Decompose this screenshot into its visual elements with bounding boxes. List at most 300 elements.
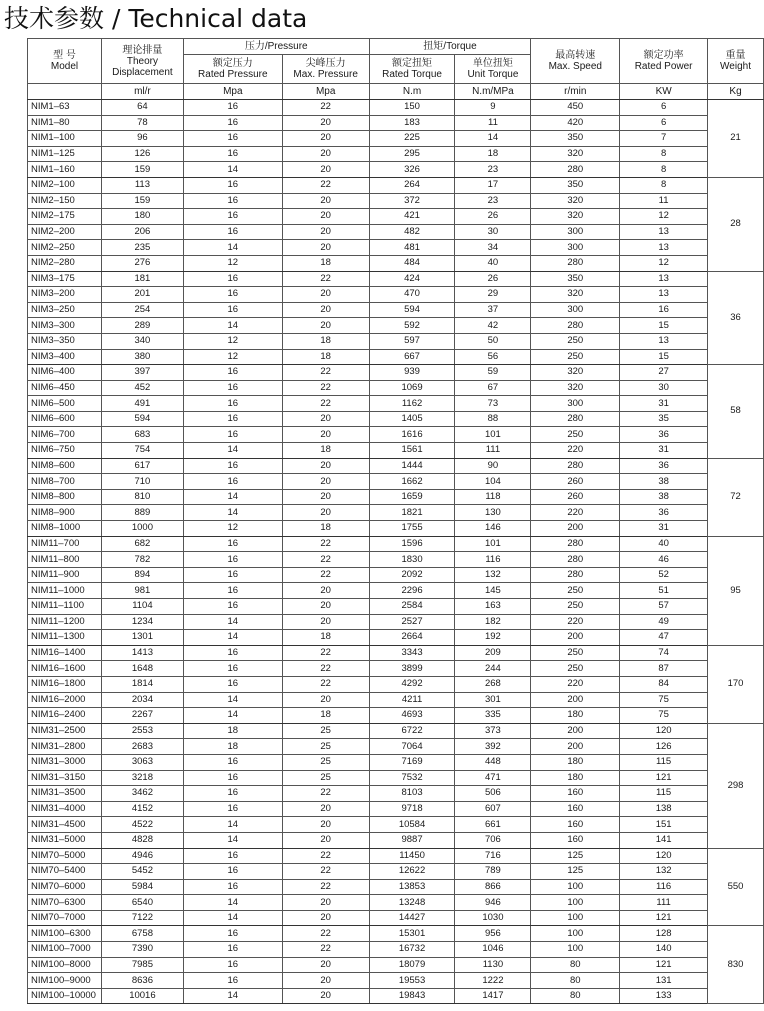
cell-weight: 72 [708,458,764,536]
cell-rated-torque: 6722 [369,723,455,739]
cell-displacement: 380 [101,349,183,365]
cell-rated-power: 15 [620,318,708,334]
cell-unit-torque: 40 [455,255,531,271]
cell-unit-torque: 163 [455,599,531,615]
cell-displacement: 617 [101,458,183,474]
cell-rated-torque: 2584 [369,599,455,615]
cell-unit-torque: 182 [455,614,531,630]
cell-max-speed: 320 [531,209,620,225]
cell-max-speed: 180 [531,754,620,770]
cell-max-pressure: 22 [282,365,369,381]
cell-rated-pressure: 16 [183,131,282,147]
cell-rated-torque: 1616 [369,427,455,443]
cell-rated-power: 74 [620,645,708,661]
cell-max-pressure: 20 [282,583,369,599]
cell-rated-power: 47 [620,630,708,646]
cell-max-speed: 180 [531,708,620,724]
cell-weight: 298 [708,723,764,848]
cell-rated-torque: 594 [369,302,455,318]
cell-weight: 28 [708,177,764,271]
cell-rated-pressure: 16 [183,583,282,599]
cell-rated-torque: 3899 [369,661,455,677]
cell-rated-torque: 1659 [369,489,455,505]
cell-rated-torque: 1444 [369,458,455,474]
cell-unit-torque: 118 [455,489,531,505]
cell-model: NIM6–500 [28,396,102,412]
cell-max-pressure: 22 [282,396,369,412]
cell-rated-power: 36 [620,505,708,521]
cell-max-speed: 180 [531,770,620,786]
cell-rated-pressure: 14 [183,162,282,178]
cell-rated-power: 15 [620,349,708,365]
cell-rated-pressure: 16 [183,458,282,474]
cell-rated-torque: 10584 [369,817,455,833]
header-model [28,39,102,84]
table-row [28,708,764,724]
header-rated-pressure [183,55,282,84]
cell-max-speed: 450 [531,100,620,116]
table-row [28,365,764,381]
cell-rated-power: 57 [620,599,708,615]
cell-rated-torque: 481 [369,240,455,256]
cell-rated-pressure: 14 [183,692,282,708]
cell-unit-torque: 17 [455,177,531,193]
cell-model: NIM31–3150 [28,770,102,786]
cell-model: NIM6–750 [28,443,102,459]
cell-unit-torque: 1130 [455,957,531,973]
table-row [28,770,764,786]
cell-model: NIM2–200 [28,224,102,240]
table-row [28,474,764,490]
cell-rated-power: 115 [620,754,708,770]
cell-rated-torque: 372 [369,193,455,209]
cell-displacement: 397 [101,365,183,381]
cell-displacement: 159 [101,193,183,209]
header-model-cn: 型 号 [53,50,76,61]
cell-rated-torque: 597 [369,333,455,349]
cell-unit-torque: 73 [455,396,531,412]
cell-rated-torque: 264 [369,177,455,193]
cell-max-speed: 200 [531,630,620,646]
cell-max-pressure: 18 [282,521,369,537]
table-row [28,848,764,864]
cell-max-pressure: 22 [282,536,369,552]
cell-rated-pressure: 14 [183,988,282,1004]
cell-model: NIM31–5000 [28,832,102,848]
cell-rated-torque: 19843 [369,988,455,1004]
cell-rated-torque: 939 [369,365,455,381]
table-row [28,630,764,646]
cell-displacement: 6540 [101,895,183,911]
cell-rated-pressure: 16 [183,100,282,116]
table-row [28,879,764,895]
cell-displacement: 4152 [101,801,183,817]
cell-rated-torque: 1662 [369,474,455,490]
cell-rated-power: 131 [620,973,708,989]
cell-unit-torque: 18 [455,146,531,162]
header-pressure-group: 压力/Pressure [183,39,369,55]
cell-displacement: 159 [101,162,183,178]
cell-max-speed: 80 [531,988,620,1004]
cell-max-speed: 125 [531,848,620,864]
table-row [28,146,764,162]
table-row [28,801,764,817]
cell-unit-torque: 130 [455,505,531,521]
cell-model: NIM1–100 [28,131,102,147]
cell-rated-power: 121 [620,957,708,973]
cell-unit-torque: 37 [455,302,531,318]
cell-displacement: 96 [101,131,183,147]
cell-rated-pressure: 16 [183,754,282,770]
cell-model: NIM100–6300 [28,926,102,942]
cell-model: NIM11–800 [28,552,102,568]
cell-unit-torque: 392 [455,739,531,755]
cell-rated-pressure: 16 [183,224,282,240]
cell-max-pressure: 20 [282,832,369,848]
cell-max-speed: 125 [531,864,620,880]
cell-max-speed: 100 [531,879,620,895]
cell-unit-torque: 104 [455,474,531,490]
cell-displacement: 2683 [101,739,183,755]
cell-max-pressure: 20 [282,474,369,490]
cell-unit-torque: 448 [455,754,531,770]
cell-max-pressure: 20 [282,240,369,256]
cell-max-pressure: 20 [282,318,369,334]
table-row [28,645,764,661]
cell-displacement: 6758 [101,926,183,942]
cell-rated-power: 11 [620,193,708,209]
header-unit-torque-cn: 单位扭矩 [472,58,513,69]
cell-rated-pressure: 14 [183,708,282,724]
cell-rated-power: 12 [620,209,708,225]
cell-rated-torque: 470 [369,287,455,303]
cell-rated-power: 133 [620,988,708,1004]
cell-unit-torque: 56 [455,349,531,365]
cell-model: NIM16–1800 [28,676,102,692]
cell-rated-power: 121 [620,910,708,926]
cell-model: NIM70–6300 [28,895,102,911]
cell-max-pressure: 25 [282,770,369,786]
cell-displacement: 2553 [101,723,183,739]
cell-displacement: 340 [101,333,183,349]
cell-unit-torque: 101 [455,536,531,552]
cell-rated-power: 75 [620,692,708,708]
cell-rated-power: 13 [620,287,708,303]
cell-rated-pressure: 16 [183,209,282,225]
cell-unit-torque: 1046 [455,942,531,958]
cell-displacement: 113 [101,177,183,193]
cell-rated-pressure: 16 [183,973,282,989]
cell-unit-torque: 706 [455,832,531,848]
table-row [28,521,764,537]
table-row [28,505,764,521]
unit-cell-unit-torque: N.m/MPa [455,84,531,100]
table-row [28,224,764,240]
cell-rated-torque: 3343 [369,645,455,661]
cell-unit-torque: 90 [455,458,531,474]
cell-max-speed: 320 [531,146,620,162]
cell-model: NIM3–175 [28,271,102,287]
cell-rated-torque: 19553 [369,973,455,989]
cell-model: NIM31–4000 [28,801,102,817]
cell-weight: 58 [708,365,764,459]
cell-max-pressure: 22 [282,676,369,692]
cell-rated-power: 132 [620,864,708,880]
cell-displacement: 1814 [101,676,183,692]
cell-max-speed: 350 [531,271,620,287]
unit-cell-rated-torque: N.m [369,84,455,100]
cell-rated-pressure: 16 [183,146,282,162]
cell-max-speed: 160 [531,801,620,817]
cell-unit-torque: 88 [455,411,531,427]
cell-max-speed: 280 [531,162,620,178]
cell-displacement: 3063 [101,754,183,770]
table-row [28,973,764,989]
cell-unit-torque: 209 [455,645,531,661]
cell-rated-pressure: 16 [183,552,282,568]
cell-unit-torque: 132 [455,567,531,583]
cell-model: NIM16–1600 [28,661,102,677]
cell-displacement: 126 [101,146,183,162]
cell-displacement: 1000 [101,521,183,537]
cell-max-pressure: 25 [282,739,369,755]
cell-rated-torque: 225 [369,131,455,147]
unit-cell-rated-pressure: Mpa [183,84,282,100]
cell-displacement: 8636 [101,973,183,989]
table-row [28,100,764,116]
cell-model: NIM6–600 [28,411,102,427]
cell-model: NIM3–200 [28,287,102,303]
cell-model: NIM70–7000 [28,910,102,926]
cell-rated-pressure: 16 [183,661,282,677]
cell-model: NIM2–150 [28,193,102,209]
table-row [28,567,764,583]
cell-max-speed: 320 [531,287,620,303]
cell-rated-pressure: 16 [183,786,282,802]
cell-unit-torque: 607 [455,801,531,817]
cell-rated-torque: 1596 [369,536,455,552]
table-row [28,786,764,802]
table-row [28,333,764,349]
cell-rated-power: 38 [620,489,708,505]
cell-displacement: 64 [101,100,183,116]
cell-unit-torque: 301 [455,692,531,708]
cell-max-pressure: 22 [282,552,369,568]
cell-rated-power: 13 [620,333,708,349]
cell-displacement: 710 [101,474,183,490]
cell-model: NIM11–1300 [28,630,102,646]
cell-max-speed: 200 [531,723,620,739]
cell-model: NIM3–300 [28,318,102,334]
cell-max-speed: 160 [531,786,620,802]
header-model-en: Model [50,61,79,72]
cell-rated-power: 12 [620,255,708,271]
cell-rated-torque: 2664 [369,630,455,646]
cell-rated-torque: 18079 [369,957,455,973]
cell-unit-torque: 373 [455,723,531,739]
cell-max-speed: 200 [531,739,620,755]
cell-rated-torque: 1561 [369,443,455,459]
header-rated-power [620,39,708,84]
cell-model: NIM1–125 [28,146,102,162]
cell-max-pressure: 18 [282,630,369,646]
cell-max-pressure: 22 [282,848,369,864]
cell-max-pressure: 20 [282,427,369,443]
table-row [28,255,764,271]
cell-model: NIM11–700 [28,536,102,552]
cell-displacement: 10016 [101,988,183,1004]
cell-max-pressure: 22 [282,177,369,193]
cell-unit-torque: 146 [455,521,531,537]
cell-max-speed: 250 [531,583,620,599]
cell-max-speed: 300 [531,240,620,256]
table-row [28,739,764,755]
cell-rated-torque: 4211 [369,692,455,708]
cell-displacement: 4522 [101,817,183,833]
cell-weight: 95 [708,536,764,645]
cell-model: NIM6–450 [28,380,102,396]
header-rated-power-cn: 额定功率 [643,50,684,61]
cell-displacement: 7122 [101,910,183,926]
cell-rated-power: 116 [620,879,708,895]
cell-unit-torque: 145 [455,583,531,599]
cell-unit-torque: 1222 [455,973,531,989]
table-row [28,552,764,568]
cell-max-pressure: 20 [282,146,369,162]
cell-model: NIM100–9000 [28,973,102,989]
cell-rated-torque: 1405 [369,411,455,427]
cell-displacement: 2267 [101,708,183,724]
cell-rated-pressure: 16 [183,427,282,443]
table-row [28,427,764,443]
table-row [28,193,764,209]
cell-max-speed: 250 [531,349,620,365]
header-weight-en: Weight [720,61,751,72]
cell-rated-pressure: 16 [183,801,282,817]
cell-unit-torque: 244 [455,661,531,677]
cell-model: NIM16–2000 [28,692,102,708]
cell-max-pressure: 20 [282,224,369,240]
cell-unit-torque: 23 [455,193,531,209]
cell-rated-power: 8 [620,177,708,193]
cell-max-speed: 280 [531,552,620,568]
cell-max-pressure: 20 [282,302,369,318]
table-row [28,240,764,256]
cell-unit-torque: 1030 [455,910,531,926]
table-row [28,349,764,365]
cell-displacement: 754 [101,443,183,459]
table-row [28,910,764,926]
cell-rated-pressure: 12 [183,333,282,349]
cell-rated-torque: 7169 [369,754,455,770]
cell-rated-pressure: 16 [183,380,282,396]
cell-unit-torque: 101 [455,427,531,443]
cell-max-pressure: 22 [282,380,369,396]
table-row [28,443,764,459]
cell-rated-torque: 14427 [369,910,455,926]
cell-weight: 21 [708,100,764,178]
cell-unit-torque: 14 [455,131,531,147]
cell-rated-pressure: 16 [183,411,282,427]
cell-model: NIM70–5400 [28,864,102,880]
cell-rated-torque: 2527 [369,614,455,630]
cell-model: NIM8–600 [28,458,102,474]
cell-rated-torque: 482 [369,224,455,240]
cell-rated-torque: 7532 [369,770,455,786]
cell-max-pressure: 22 [282,661,369,677]
cell-unit-torque: 59 [455,365,531,381]
cell-max-speed: 250 [531,427,620,443]
cell-displacement: 1648 [101,661,183,677]
cell-max-pressure: 22 [282,271,369,287]
cell-unit-torque: 9 [455,100,531,116]
cell-displacement: 1104 [101,599,183,615]
cell-rated-pressure: 14 [183,505,282,521]
cell-model: NIM2–175 [28,209,102,225]
table-row [28,209,764,225]
cell-rated-pressure: 16 [183,536,282,552]
cell-max-pressure: 20 [282,458,369,474]
cell-max-pressure: 22 [282,786,369,802]
cell-displacement: 3462 [101,786,183,802]
cell-max-pressure: 20 [282,505,369,521]
cell-unit-torque: 268 [455,676,531,692]
cell-max-pressure: 20 [282,115,369,131]
cell-rated-pressure: 16 [183,474,282,490]
cell-rated-pressure: 14 [183,817,282,833]
cell-max-speed: 320 [531,193,620,209]
cell-rated-pressure: 14 [183,614,282,630]
cell-rated-power: 7 [620,131,708,147]
header-weight-cn: 重量 [725,50,746,61]
cell-model: NIM31–3500 [28,786,102,802]
cell-max-speed: 80 [531,973,620,989]
cell-model: NIM100–7000 [28,942,102,958]
cell-rated-power: 75 [620,708,708,724]
cell-rated-power: 8 [620,162,708,178]
header-displacement-cn: 理论排量 [122,44,163,56]
cell-unit-torque: 42 [455,318,531,334]
table-row [28,302,764,318]
cell-model: NIM3–350 [28,333,102,349]
cell-rated-pressure: 16 [183,567,282,583]
table-row [28,988,764,1004]
cell-model: NIM70–6000 [28,879,102,895]
cell-model: NIM31–2800 [28,739,102,755]
cell-rated-torque: 424 [369,271,455,287]
header-torque-group: 扭矩/Torque [369,39,531,55]
cell-max-pressure: 20 [282,957,369,973]
cell-max-speed: 300 [531,396,620,412]
table-row [28,396,764,412]
cell-rated-pressure: 14 [183,630,282,646]
cell-model: NIM2–280 [28,255,102,271]
cell-unit-torque: 111 [455,443,531,459]
cell-rated-pressure: 14 [183,489,282,505]
cell-rated-power: 40 [620,536,708,552]
table-row [28,926,764,942]
header-rated-torque [369,55,455,84]
header-rated-torque-cn: 额定扭矩 [392,58,433,69]
cell-rated-pressure: 16 [183,957,282,973]
cell-rated-pressure: 16 [183,177,282,193]
cell-model: NIM8–900 [28,505,102,521]
cell-max-pressure: 18 [282,255,369,271]
cell-rated-pressure: 12 [183,521,282,537]
cell-rated-power: 49 [620,614,708,630]
cell-rated-power: 120 [620,848,708,864]
header-displacement [101,39,183,84]
